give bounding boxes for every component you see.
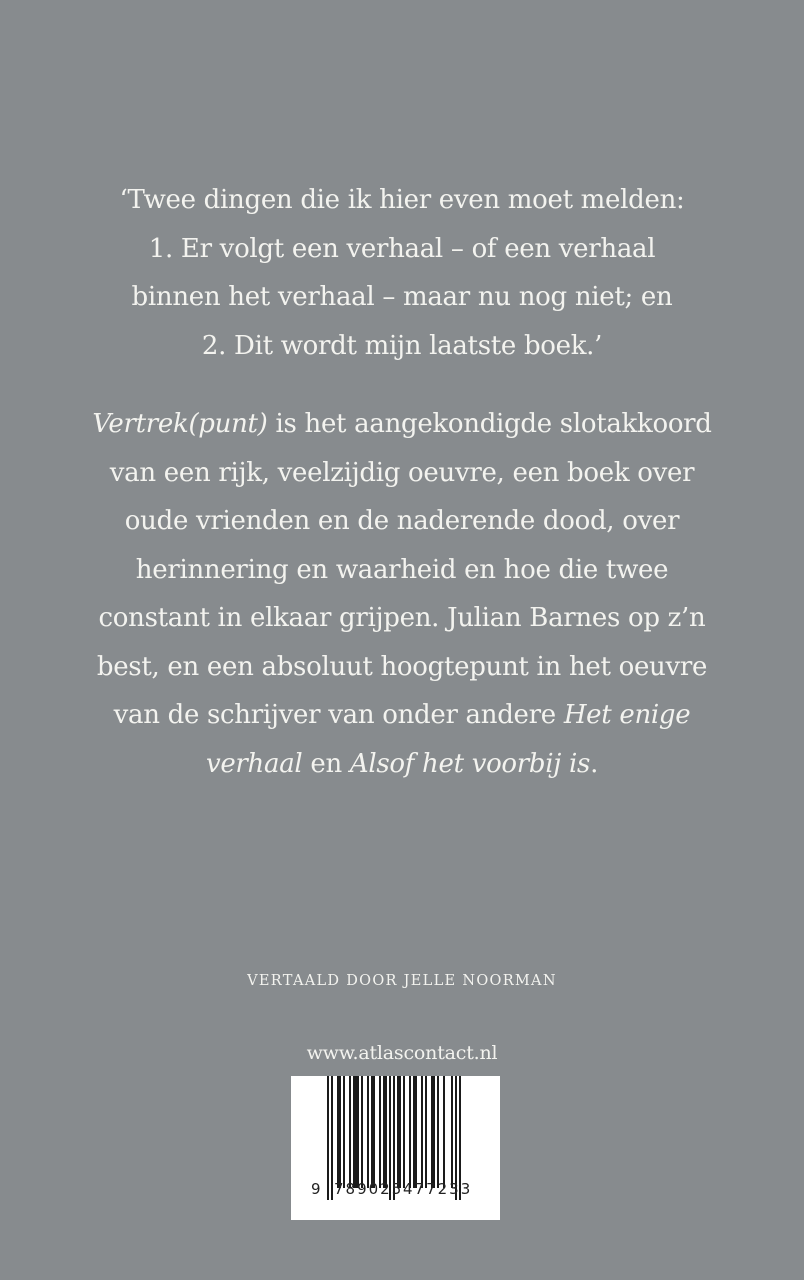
blurb-paragraph: [0, 400, 804, 788]
blurb-line: van een rijk, veelzijdig oeuvre, een boek over: [109, 457, 695, 488]
quote-line: 2. Dit wordt mijn laatste boek.’: [201, 330, 603, 361]
opening-quote: [0, 176, 804, 370]
blurb-line: herinnering en waarheid en hoe die twee: [135, 554, 669, 585]
barcode-bar: [379, 1076, 381, 1188]
barcode-bars-icon: [327, 1076, 461, 1194]
barcode-bar: [331, 1076, 333, 1200]
barcode-bar: [413, 1076, 417, 1188]
blurb-line: [0, 740, 804, 789]
publisher-website: www.atlascontact.nl: [306, 1042, 498, 1064]
barcode-bar: [383, 1076, 387, 1188]
blurb-line: [0, 691, 804, 740]
isbn-prefix-digit: 9: [311, 1180, 323, 1198]
book-title: Vertrek(punt): [92, 409, 268, 439]
barcode-bar: [409, 1076, 411, 1188]
barcode-bar: [443, 1076, 445, 1188]
blurb-text: van de schrijver van onder andere: [113, 700, 564, 730]
book-title: Het enige: [563, 700, 691, 730]
barcode-bar: [437, 1076, 439, 1188]
blurb-line: constant in elkaar grijpen. Julian Barnes op z’n: [98, 603, 706, 633]
isbn-barcode: [291, 1076, 500, 1220]
blurb-text: en: [302, 748, 350, 779]
barcode-bar: [327, 1076, 329, 1200]
blurb-text: .: [590, 748, 599, 779]
blurb-line: oude vrienden en de naderende dood, over: [124, 506, 680, 536]
barcode-bar: [403, 1076, 405, 1188]
quote-line: 1. Er volgt een verhaal – of een verhaal: [148, 233, 656, 264]
book-title: Alsof het voorbij is: [349, 748, 591, 779]
isbn-group-2: 477233: [403, 1180, 473, 1198]
blurb-text: is het aangekondigde slotakkoord: [267, 409, 712, 439]
barcode-bar: [425, 1076, 427, 1188]
barcode-bar: [451, 1076, 453, 1188]
barcode-bar: [397, 1076, 401, 1188]
barcode-bar: [367, 1076, 369, 1188]
quote-line: binnen het verhaal – maar nu nog niet; en: [131, 282, 673, 312]
barcode-bar: [421, 1076, 423, 1188]
blurb-line: [0, 400, 804, 449]
barcode-bar: [431, 1076, 435, 1188]
blurb-line: best, en een absoluut hoogtepunt in het oeuvre: [96, 651, 708, 682]
translator-credit: VERTAALD DOOR JELLE NOORMAN: [247, 973, 557, 989]
barcode-bar: [349, 1076, 351, 1188]
barcode-bar: [337, 1076, 341, 1188]
barcode-bar: [343, 1076, 345, 1188]
book-title: verhaal: [205, 748, 303, 779]
isbn-group-1: 789025: [334, 1180, 404, 1198]
barcode-bar: [361, 1076, 363, 1188]
barcode-bar: [353, 1076, 359, 1188]
quote-line: ‘Twee dingen die ik hier even moet melden:: [119, 185, 685, 215]
barcode-bar: [371, 1076, 375, 1188]
